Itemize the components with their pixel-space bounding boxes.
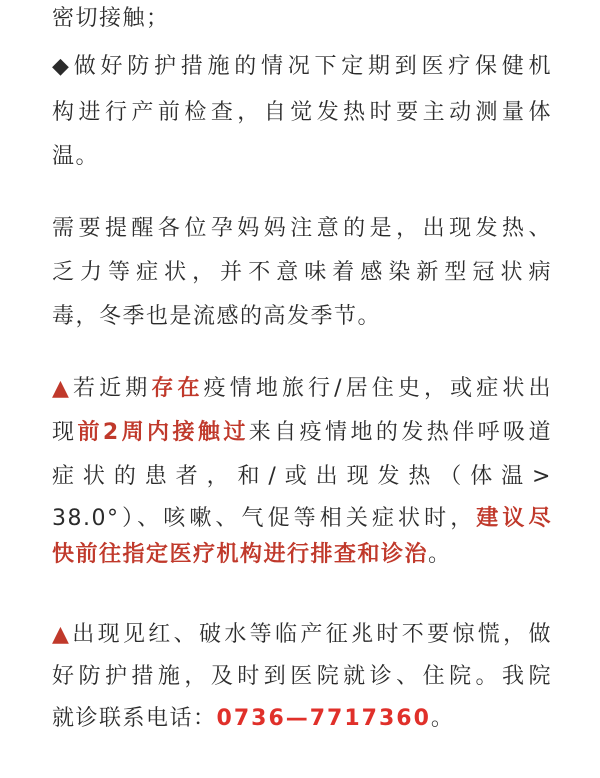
text-line bbox=[52, 374, 552, 404]
text-segment: 38.0°）、咳嗽、气促等相关症状时， bbox=[52, 506, 477, 531]
highlight-text: 存在 bbox=[151, 376, 204, 401]
text-line bbox=[52, 704, 552, 734]
diamond-bullet-icon: ◆ bbox=[52, 54, 74, 79]
text-segment: 。 bbox=[428, 542, 452, 567]
text-segment: 。 bbox=[430, 706, 455, 731]
text-segment: 做好防护措施的情况下定期到医疗保健机 bbox=[73, 54, 552, 79]
phone-number[interactable]: 0736—7717360 bbox=[216, 706, 431, 731]
highlight-text: 快前往指定医疗机构进行排查和诊治 bbox=[52, 542, 429, 567]
text-line: 需要提醒各位孕妈妈注意的是，出现发热、 bbox=[52, 216, 552, 241]
text-line: 毒，冬季也是流感的高发季节。 bbox=[52, 304, 382, 329]
triangle-marker-icon: ▲ bbox=[52, 376, 74, 401]
text-line bbox=[52, 418, 552, 448]
text-line bbox=[52, 540, 552, 570]
text-segment: 就诊联系电话： bbox=[52, 706, 217, 731]
text-line: 构进行产前检查，自觉发热时要主动测量体 bbox=[52, 100, 552, 125]
text-segment: 现 bbox=[52, 420, 78, 445]
text-line bbox=[52, 620, 552, 650]
highlight-text: 建议尽 bbox=[476, 506, 552, 531]
text-segment: 疫情地旅行/居住史，或症状出 bbox=[203, 376, 552, 401]
text-segment: 来自疫情地的发热伴呼吸道 bbox=[248, 420, 552, 445]
text-segment: 出现见红、破水等临产征兆时不要惊慌，做 bbox=[72, 622, 552, 647]
text-segment: 若近期 bbox=[73, 376, 152, 401]
text-line bbox=[52, 504, 552, 534]
text-line: 乏力等症状，并不意味着感染新型冠状病 bbox=[52, 260, 552, 285]
text-segment: 密切接触； bbox=[52, 6, 170, 31]
text-line: 好防护措施，及时到医院就诊、住院。我院 bbox=[52, 664, 552, 689]
highlight-text: 前2周内接触过 bbox=[77, 420, 249, 445]
triangle-marker-icon: ▲ bbox=[52, 622, 73, 647]
text-line: 温。 bbox=[52, 144, 100, 169]
text-line: 症状的患者，和/或出现发热（体温> bbox=[52, 464, 552, 489]
text-line bbox=[52, 52, 552, 82]
text-line bbox=[52, 4, 552, 34]
